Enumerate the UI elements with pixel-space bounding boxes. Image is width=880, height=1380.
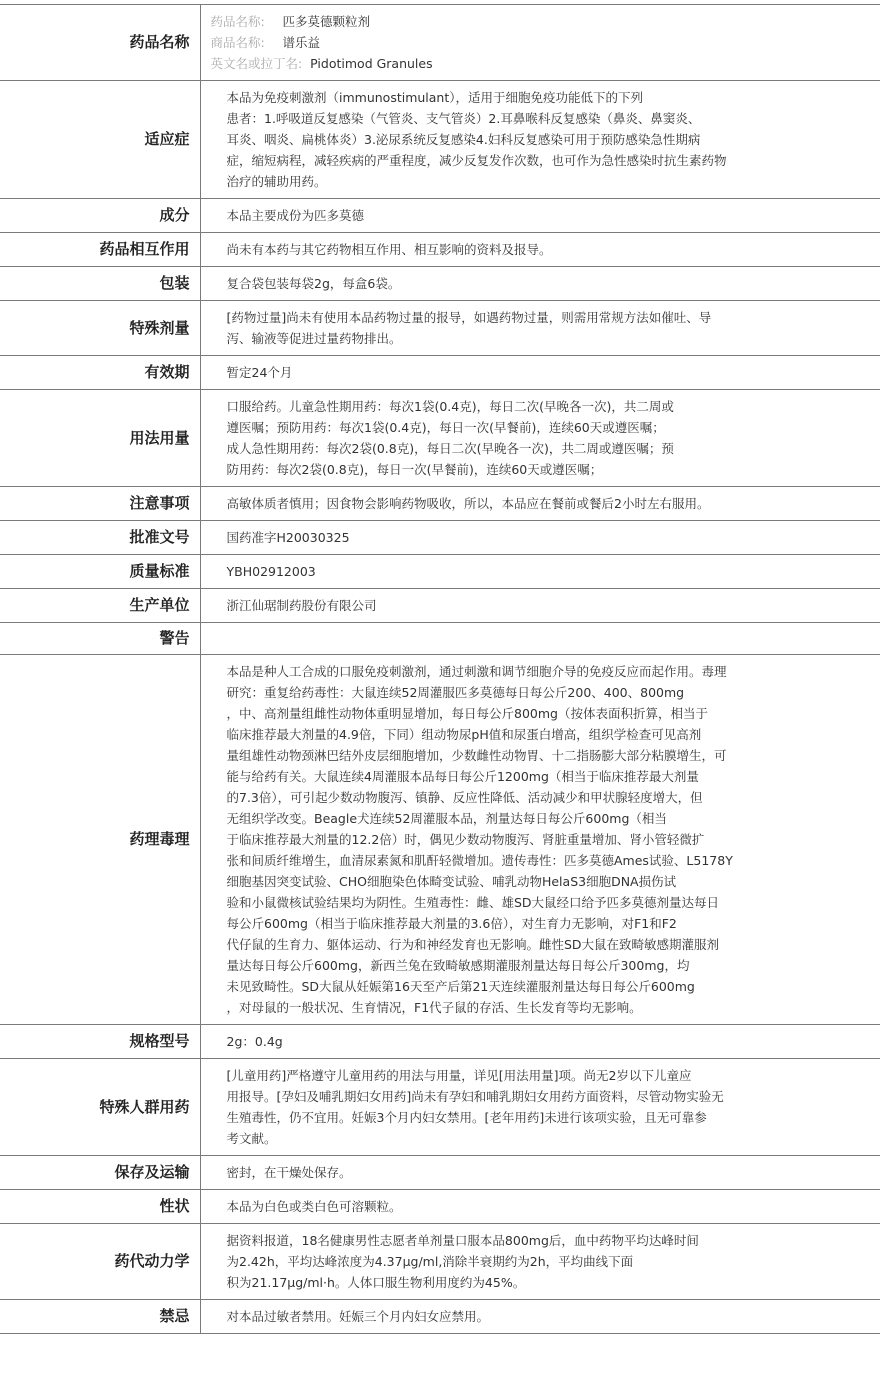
row-drug-names — [0, 5, 880, 81]
row-label: 警告 — [0, 623, 200, 655]
generic-name-line — [211, 11, 791, 32]
info-row — [0, 487, 880, 521]
row-value — [200, 623, 880, 655]
info-row — [0, 1025, 880, 1059]
info-row — [0, 655, 880, 1025]
info-row — [0, 1224, 880, 1300]
info-row — [0, 199, 880, 233]
row-value: 据资料报道，18名健康男性志愿者单剂量口服本品800mg后，血中药物平均达峰时间 为2.42h，平均达峰浓度为4.37μg/ml,消除半衰期约为2h，平均曲线下面 积为21.17μg/ml·h。人体口服生物利用度约为45%。 — [200, 1224, 880, 1300]
row-label: 药代动力学 — [0, 1224, 200, 1300]
row-label: 注意事项 — [0, 487, 200, 521]
info-row — [0, 356, 880, 390]
row-value: 国药准字H20030325 — [200, 521, 880, 555]
row-label: 药理毒理 — [0, 655, 200, 1025]
row-value: 2g：0.4g — [200, 1025, 880, 1059]
row-label: 规格型号 — [0, 1025, 200, 1059]
row-label: 保存及运输 — [0, 1156, 200, 1190]
row-value: YBH02912003 — [200, 555, 880, 589]
info-row — [0, 623, 880, 655]
row-label: 包装 — [0, 267, 200, 301]
row-value: 高敏体质者慎用；因食物会影响药物吸收，所以，本品应在餐前或餐后2小时左右服用。 — [200, 487, 880, 521]
info-row — [0, 267, 880, 301]
row-label: 特殊剂量 — [0, 301, 200, 356]
drug-info-table — [0, 4, 880, 1334]
row-value: [儿童用药]严格遵守儿童用药的用法与用量，详见[用法用量]项。尚无2岁以下儿童应 用报导。[孕妇及哺乳期妇女用药]尚未有孕妇和哺乳期妇女用药方面资料，尽管动物实验无 生殖毒性，仍不宜用。妊娠3个月内妇女禁用。[老年用药]未进行该项实验，且无可靠参 考文献。 — [200, 1059, 880, 1156]
info-row — [0, 233, 880, 267]
row-value: 本品为免疫刺激剂（immunostimulant），适用于细胞免疫功能低下的下列 患者：1.呼吸道反复感染（气管炎、支气管炎）2.耳鼻喉科反复感染（鼻炎、鼻窦炎、 耳炎、咽炎、扁桃体炎）3.泌尿系统反复感染4.妇科反复感染可用于预防感染急性期病 症，缩短病程，减轻疾病的严重程度，减少反复发作次数，也可作为急性感染时抗生素药物 治疗的辅助用药。 — [200, 81, 880, 199]
row-value: 尚未有本药与其它药物相互作用、相互影响的资料及报导。 — [200, 233, 880, 267]
row-label: 质量标准 — [0, 555, 200, 589]
row-label: 适应症 — [0, 81, 200, 199]
row-value: 复合袋包装每袋2g，每盒6袋。 — [200, 267, 880, 301]
row-label: 禁忌 — [0, 1300, 200, 1334]
row-label: 特殊人群用药 — [0, 1059, 200, 1156]
row-value: 暂定24个月 — [200, 356, 880, 390]
info-row — [0, 81, 880, 199]
row-value: 本品是种人工合成的口服免疫刺激剂，通过刺激和调节细胞介导的免疫反应而起作用。毒理 研究：重复给药毒性：大鼠连续52周灌服匹多莫德每日每公斤200、400、800mg ，中、高剂量组雌性动物体重明显增加，每日每公斤800mg（按体表面积折算，相当于 临床推荐最大剂量的4.9倍，下同）组动物尿pH值和尿蛋白增高，组织学检查可见高剂 量组雄性动物颈淋巴结外皮层细胞增加，少数雌性动物胃、十二指肠膨大部分粘膜增生，可 能与给药有关。大鼠连续4周灌服本品每日每公斤1200mg（相当于临床推荐最大剂量 的7.3倍），可引起少数动物腹泻、镇静、反应性降低、活动减少和甲状腺轻度增大，但 无组织学改变。Beagle犬连续52周灌服本品，剂量达每日每公斤600mg（相当 于临床推荐最大剂量的12.2倍）时，偶见少数动物腹泻、肾脏重量增加、肾小管轻微扩 张和间质纤维增生，血清尿素氮和肌酐轻微增加。遗传毒性：匹多莫德Ames试验、L5178Y 细胞基因突变试验、CHO细胞染色体畸变试验、哺乳动物HelaS3细胞DNA损伤试 验和小鼠微核试验结果均为阴性。生殖毒性：雌、雄SD大鼠经口给予匹多莫德剂量达每日 每公斤600mg（相当于临床推荐最大剂量的3.6倍），对生育力无影响，对F1和F2 代仔鼠的生育力、躯体运动、行为和神经发育也无影响。雌性SD大鼠在致畸敏感期灌服剂 量达每日每公斤600mg，新西兰兔在致畸敏感期灌服剂量达每日每公斤300mg，均 未见致畸性。SD大鼠从妊娠第16天至产后第21天连续灌服剂量达每日每公斤600mg ，对母鼠的一般状况、生育情况，F1代子鼠的存活、生长发育等均无影响。 — [200, 655, 880, 1025]
generic-name-key: 药品名称: — [210, 14, 265, 29]
info-row — [0, 1190, 880, 1224]
row-label: 药品名称 — [0, 5, 200, 81]
info-row — [0, 521, 880, 555]
generic-name-value: 匹多莫德颗粒剂 — [282, 14, 371, 29]
row-label: 成分 — [0, 199, 200, 233]
row-value: 口服给药。儿童急性期用药：每次1袋(0.4克)，每日二次(早晚各一次)，共二周或 遵医嘱；预防用药：每次1袋(0.4克)，每日一次(早餐前)，连续60天或遵医嘱； 成人急性期用药：每次2袋(0.8克)，每日二次(早晚各一次)，共二周或遵医嘱；预 防用药：每次2袋(0.8克)，每日一次(早餐前)，连续60天或遵医嘱； — [200, 390, 880, 487]
info-row — [0, 1059, 880, 1156]
row-value: [药物过量]尚未有使用本品药物过量的报导，如遇药物过量，则需用常规方法如催吐、导 泻、输液等促进过量药物排出。 — [200, 301, 880, 356]
english-name-key: 英文名或拉丁名: — [210, 56, 303, 71]
info-row — [0, 1156, 880, 1190]
trade-name-line — [211, 32, 791, 53]
trade-name-value: 谱乐益 — [282, 35, 321, 50]
row-value: 对本品过敏者禁用。妊娠三个月内妇女应禁用。 — [200, 1300, 880, 1334]
english-name-line — [211, 53, 791, 74]
info-row — [0, 1300, 880, 1334]
row-label: 生产单位 — [0, 589, 200, 623]
info-row — [0, 390, 880, 487]
info-row — [0, 589, 880, 623]
row-label: 批准文号 — [0, 521, 200, 555]
row-label: 用法用量 — [0, 390, 200, 487]
info-row — [0, 301, 880, 356]
trade-name-key: 商品名称: — [210, 35, 265, 50]
row-value: 本品为白色或类白色可溶颗粒。 — [200, 1190, 880, 1224]
drug-names-cell — [200, 5, 880, 81]
row-value: 本品主要成份为匹多莫德 — [200, 199, 880, 233]
english-name-value: Pidotimod Granules — [310, 56, 433, 71]
drug-info-table-body — [0, 5, 880, 1334]
row-value: 浙江仙琚制药股份有限公司 — [200, 589, 880, 623]
row-label: 性状 — [0, 1190, 200, 1224]
row-label: 药品相互作用 — [0, 233, 200, 267]
info-row — [0, 555, 880, 589]
row-value: 密封，在干燥处保存。 — [200, 1156, 880, 1190]
row-label: 有效期 — [0, 356, 200, 390]
